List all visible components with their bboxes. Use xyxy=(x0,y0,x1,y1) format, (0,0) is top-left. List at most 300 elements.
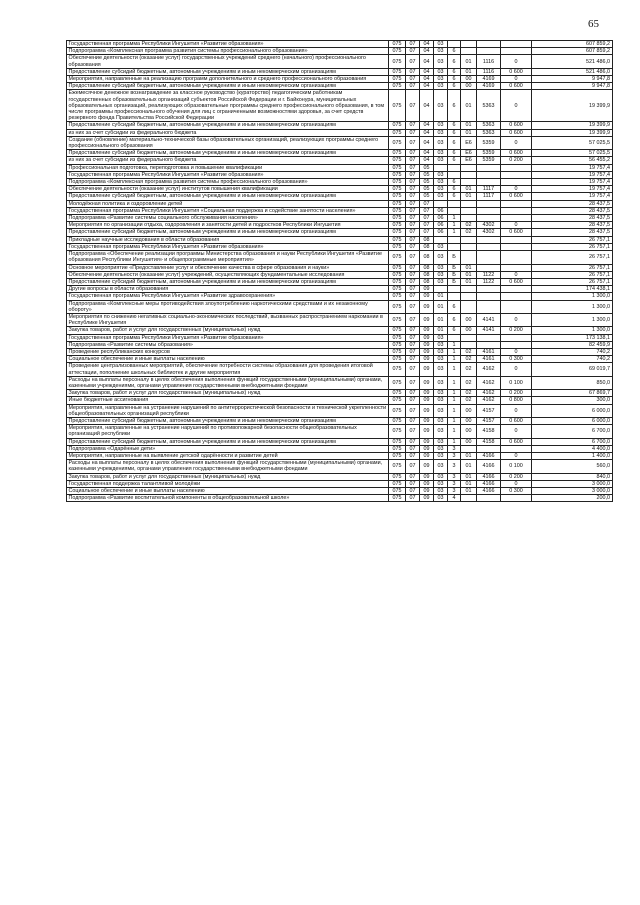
table-row xyxy=(67,55,613,68)
subprogram-code xyxy=(448,334,461,341)
row-name: Создание (обновление) материально-технической базы образовательных организаций, реализующих программы среднего профессионального образования xyxy=(67,136,389,149)
expense-type-code: 0 xyxy=(501,363,532,376)
subprogram-code: Б xyxy=(448,271,461,278)
row-name: Подпрограмма «Развитие воспитательной компоненты в общеобразовательной школе» xyxy=(67,495,389,502)
expense-type-code xyxy=(501,445,532,452)
activity-code: 01 xyxy=(461,68,477,75)
direction-code xyxy=(477,207,501,214)
table-row xyxy=(67,171,613,178)
program-code: 03 xyxy=(434,425,448,438)
expense-type-code: 0 600 xyxy=(501,150,532,157)
row-name: Предоставление субсидий бюджетным, автономным учреждениям и иным некоммерческим организациям xyxy=(67,193,389,200)
row-name: Иные бюджетные ассигнования xyxy=(67,397,389,404)
ministry-code: 075 xyxy=(389,460,406,473)
row-amount: 28 437,5 xyxy=(532,200,613,207)
activity-code: 02 xyxy=(461,376,477,389)
row-amount: 300,0 xyxy=(532,397,613,404)
program-code: 06 xyxy=(434,215,448,222)
table-row xyxy=(67,356,613,363)
subsection-code: 09 xyxy=(420,460,434,473)
expense-type-code: 0 xyxy=(501,425,532,438)
subprogram-code: 6 xyxy=(448,300,461,313)
subsection-code: 04 xyxy=(420,129,434,136)
section-code: 07 xyxy=(406,76,420,83)
subsection-code: 09 xyxy=(420,452,434,459)
program-code: 03 xyxy=(434,376,448,389)
expense-type-code: 0 xyxy=(501,452,532,459)
direction-code: 4157 xyxy=(477,417,501,424)
row-amount: 19 757,4 xyxy=(532,179,613,186)
activity-code xyxy=(461,171,477,178)
row-name: Мероприятия, направленные на устранение нарушений по антитеррористической безопасности и технической укрепленности общеобразовательных организаций республики xyxy=(67,404,389,417)
row-name: Закупка товаров, работ и услуг для государственных (муниципальных) нужд xyxy=(67,390,389,397)
subprogram-code: 6 xyxy=(448,122,461,129)
table-row xyxy=(67,495,613,502)
expense-type-code: 0 200 xyxy=(501,327,532,334)
table-row xyxy=(67,48,613,55)
section-code: 07 xyxy=(406,150,420,157)
subprogram-code: 3 xyxy=(448,460,461,473)
ministry-code: 075 xyxy=(389,293,406,300)
section-code: 07 xyxy=(406,404,420,417)
direction-code: 5363 xyxy=(477,129,501,136)
activity-code: E6 xyxy=(461,150,477,157)
program-code: 03 xyxy=(434,251,448,264)
subprogram-code: 6 xyxy=(448,136,461,149)
ministry-code: 075 xyxy=(389,171,406,178)
section-code: 07 xyxy=(406,293,420,300)
activity-code: 00 xyxy=(461,425,477,438)
activity-code: 01 xyxy=(461,193,477,200)
table-row xyxy=(67,207,613,214)
subsection-code: 04 xyxy=(420,83,434,90)
subprogram-code: 1 xyxy=(448,425,461,438)
ministry-code: 075 xyxy=(389,215,406,222)
direction-code: 1117 xyxy=(477,193,501,200)
direction-code xyxy=(477,286,501,293)
section-code: 07 xyxy=(406,363,420,376)
ministry-code: 075 xyxy=(389,186,406,193)
expense-type-code xyxy=(501,179,532,186)
subsection-code: 05 xyxy=(420,164,434,171)
direction-code: 4141 xyxy=(477,327,501,334)
subprogram-code xyxy=(448,243,461,250)
direction-code: 4141 xyxy=(477,313,501,326)
program-code: 03 xyxy=(434,341,448,348)
ministry-code: 075 xyxy=(389,157,406,164)
subsection-code: 05 xyxy=(420,179,434,186)
table-row xyxy=(67,41,613,48)
activity-code xyxy=(461,286,477,293)
subsection-code: 09 xyxy=(420,445,434,452)
row-amount: 26 757,1 xyxy=(532,278,613,285)
row-amount: 560,0 xyxy=(532,460,613,473)
table-row xyxy=(67,90,613,122)
ministry-code: 075 xyxy=(389,179,406,186)
direction-code xyxy=(477,41,501,48)
program-code: 03 xyxy=(434,122,448,129)
program-code: 03 xyxy=(434,171,448,178)
ministry-code: 075 xyxy=(389,222,406,229)
expense-type-code: 0 200 xyxy=(501,390,532,397)
activity-code: 02 xyxy=(461,363,477,376)
ministry-code: 075 xyxy=(389,356,406,363)
activity-code: 01 xyxy=(461,129,477,136)
expense-type-code xyxy=(501,236,532,243)
direction-code xyxy=(477,243,501,250)
section-code: 07 xyxy=(406,229,420,236)
ministry-code: 075 xyxy=(389,55,406,68)
subprogram-code: 3 xyxy=(448,473,461,480)
expense-type-code: 0 200 xyxy=(501,473,532,480)
expense-type-code: 0 300 xyxy=(501,356,532,363)
expense-type-code: 0 xyxy=(501,271,532,278)
program-code: 03 xyxy=(434,348,448,355)
expense-type-code: 0 xyxy=(501,136,532,149)
table-row xyxy=(67,83,613,90)
subsection-code: 09 xyxy=(420,438,434,445)
subsection-code: 09 xyxy=(420,293,434,300)
direction-code: 1117 xyxy=(477,186,501,193)
ministry-code: 075 xyxy=(389,271,406,278)
program-code: 03 xyxy=(434,186,448,193)
subsection-code: 04 xyxy=(420,55,434,68)
section-code: 07 xyxy=(406,278,420,285)
subsection-code: 09 xyxy=(420,495,434,502)
expense-type-code xyxy=(501,200,532,207)
direction-code: 4166 xyxy=(477,452,501,459)
subprogram-code xyxy=(448,286,461,293)
activity-code: 02 xyxy=(461,390,477,397)
table-row xyxy=(67,293,613,300)
ministry-code: 075 xyxy=(389,313,406,326)
activity-code: 00 xyxy=(461,438,477,445)
table-row xyxy=(67,313,613,326)
subsection-code: 09 xyxy=(420,488,434,495)
row-name: Закупка товаров, работ и услуг для государственных (муниципальных) нужд xyxy=(67,327,389,334)
ministry-code: 075 xyxy=(389,150,406,157)
program-code: 03 xyxy=(434,76,448,83)
table-row xyxy=(67,164,613,171)
program-code: 03 xyxy=(434,157,448,164)
subsection-code: 09 xyxy=(420,348,434,355)
section-code: 07 xyxy=(406,452,420,459)
activity-code xyxy=(461,334,477,341)
row-amount: 1 300,0 xyxy=(532,300,613,313)
direction-code xyxy=(477,445,501,452)
expense-type-code xyxy=(501,164,532,171)
row-name: Социальное обеспечение и иные выплаты населению xyxy=(67,488,389,495)
ministry-code: 075 xyxy=(389,363,406,376)
table-row xyxy=(67,271,613,278)
subprogram-code: 1 xyxy=(448,222,461,229)
ministry-code: 075 xyxy=(389,348,406,355)
activity-code: 02 xyxy=(461,348,477,355)
subprogram-code xyxy=(448,171,461,178)
table-row xyxy=(67,179,613,186)
direction-code: 5363 xyxy=(477,90,501,122)
subsection-code: 07 xyxy=(420,215,434,222)
section-code: 07 xyxy=(406,264,420,271)
activity-code xyxy=(461,341,477,348)
program-code: 03 xyxy=(434,445,448,452)
direction-code: 4166 xyxy=(477,460,501,473)
subprogram-code: 6 xyxy=(448,313,461,326)
ministry-code: 075 xyxy=(389,327,406,334)
direction-code: 4162 xyxy=(477,376,501,389)
activity-code: 01 xyxy=(461,122,477,129)
row-name: Предоставление субсидий бюджетным, автономным учреждениям и иным некоммерческим организациям xyxy=(67,278,389,285)
direction-code xyxy=(477,164,501,171)
row-amount: 56 455,2 xyxy=(532,157,613,164)
row-amount: 19 757,4 xyxy=(532,171,613,178)
table-row xyxy=(67,460,613,473)
expense-type-code: 0 xyxy=(501,313,532,326)
table-row xyxy=(67,438,613,445)
ministry-code: 075 xyxy=(389,243,406,250)
subprogram-code: 1 xyxy=(448,390,461,397)
row-name: из них за счет субсидии из федерального бюджета xyxy=(67,129,389,136)
activity-code xyxy=(461,495,477,502)
row-amount: 607 859,2 xyxy=(532,48,613,55)
row-amount: 19 399,9 xyxy=(532,90,613,122)
section-code: 07 xyxy=(406,445,420,452)
row-name: Предоставление субсидий бюджетным, автономным учреждениям и иным некоммерческим организациям xyxy=(67,417,389,424)
subprogram-code: 4 xyxy=(448,495,461,502)
program-code: 03 xyxy=(434,363,448,376)
ministry-code: 075 xyxy=(389,278,406,285)
table-row xyxy=(67,452,613,459)
section-code: 07 xyxy=(406,55,420,68)
expense-type-code: 0 xyxy=(501,186,532,193)
ministry-code: 075 xyxy=(389,136,406,149)
table-row xyxy=(67,122,613,129)
subsection-code: 09 xyxy=(420,397,434,404)
row-name: Проведение республиканских конкурсов xyxy=(67,348,389,355)
ministry-code: 075 xyxy=(389,286,406,293)
program-code: 01 xyxy=(434,300,448,313)
section-code: 07 xyxy=(406,179,420,186)
direction-code: 4157 xyxy=(477,404,501,417)
program-code: 03 xyxy=(434,397,448,404)
section-code: 07 xyxy=(406,251,420,264)
expense-type-code: 0 100 xyxy=(501,460,532,473)
activity-code xyxy=(461,251,477,264)
table-row xyxy=(67,334,613,341)
activity-code xyxy=(461,179,477,186)
direction-code xyxy=(477,215,501,222)
subprogram-code: 6 xyxy=(448,327,461,334)
ministry-code: 075 xyxy=(389,473,406,480)
section-code: 07 xyxy=(406,341,420,348)
row-amount: 26 757,1 xyxy=(532,264,613,271)
section-code: 07 xyxy=(406,313,420,326)
activity-code xyxy=(461,243,477,250)
ministry-code: 075 xyxy=(389,264,406,271)
expense-type-code: 0 200 xyxy=(501,157,532,164)
direction-code: 5363 xyxy=(477,122,501,129)
expense-type-code: 0 xyxy=(501,55,532,68)
direction-code: 4302 xyxy=(477,229,501,236)
subsection-code: 09 xyxy=(420,334,434,341)
page-number: 65 xyxy=(588,18,599,30)
subprogram-code: 6 xyxy=(448,129,461,136)
expense-type-code: 0 600 xyxy=(501,129,532,136)
section-code: 07 xyxy=(406,83,420,90)
ministry-code: 075 xyxy=(389,129,406,136)
program-code: 03 xyxy=(434,193,448,200)
activity-code: 00 xyxy=(461,327,477,334)
subprogram-code: 1 xyxy=(448,404,461,417)
row-name: Расходы на выплаты персоналу в целях обеспечения выполнения функций государственными (муниципальными) органами, казенными учреждениями, органами управления государственными внебюджетными фондами xyxy=(67,376,389,389)
expense-type-code: 0 600 xyxy=(501,68,532,75)
row-name: из них за счет субсидии из федерального бюджета xyxy=(67,157,389,164)
row-amount: 6 700,0 xyxy=(532,425,613,438)
ministry-code: 075 xyxy=(389,390,406,397)
activity-code xyxy=(461,200,477,207)
activity-code: 00 xyxy=(461,83,477,90)
row-amount: 1 300,0 xyxy=(532,327,613,334)
expense-type-code: 0 600 xyxy=(501,122,532,129)
table-row xyxy=(67,251,613,264)
row-amount: 3 000,0 xyxy=(532,480,613,487)
row-name: Подпрограмма «Одарённые дети» xyxy=(67,445,389,452)
program-code: 03 xyxy=(434,473,448,480)
activity-code: 02 xyxy=(461,229,477,236)
subprogram-code: 6 xyxy=(448,186,461,193)
section-code: 07 xyxy=(406,397,420,404)
program-code: 01 xyxy=(434,327,448,334)
section-code: 07 xyxy=(406,136,420,149)
expense-type-code xyxy=(501,251,532,264)
program-code: 03 xyxy=(434,150,448,157)
activity-code: 01 xyxy=(461,264,477,271)
subprogram-code: 6 xyxy=(448,90,461,122)
program-code: 06 xyxy=(434,207,448,214)
program-code xyxy=(434,236,448,243)
program-code: 03 xyxy=(434,90,448,122)
program-code: 03 xyxy=(434,438,448,445)
row-name: Государственная поддержка талантливой молодёжи xyxy=(67,480,389,487)
subsection-code: 08 xyxy=(420,236,434,243)
row-amount: 28 437,5 xyxy=(532,222,613,229)
row-name: Государственная программа Республики Ингушетия «Развитие образования» xyxy=(67,171,389,178)
table-row xyxy=(67,286,613,293)
row-amount: 82 459,9 xyxy=(532,341,613,348)
expense-type-code: 0 600 xyxy=(501,278,532,285)
row-amount: 6 700,0 xyxy=(532,438,613,445)
ministry-code: 075 xyxy=(389,193,406,200)
ministry-code: 075 xyxy=(389,480,406,487)
direction-code: 5359 xyxy=(477,150,501,157)
program-code: 03 xyxy=(434,179,448,186)
subprogram-code: Б xyxy=(448,251,461,264)
subprogram-code xyxy=(448,293,461,300)
activity-code xyxy=(461,207,477,214)
table-row xyxy=(67,397,613,404)
expense-type-code: 0 xyxy=(501,90,532,122)
program-code: 03 xyxy=(434,495,448,502)
section-code: 07 xyxy=(406,348,420,355)
activity-code: 00 xyxy=(461,313,477,326)
direction-code: 4302 xyxy=(477,222,501,229)
section-code: 07 xyxy=(406,417,420,424)
expense-type-code xyxy=(501,334,532,341)
table-row xyxy=(67,150,613,157)
subsection-code: 04 xyxy=(420,90,434,122)
activity-code: 01 xyxy=(461,90,477,122)
ministry-code: 075 xyxy=(389,425,406,438)
section-code: 07 xyxy=(406,157,420,164)
expense-type-code: 0 600 xyxy=(501,229,532,236)
row-name: Предоставление субсидий бюджетным, автономным учреждениям и иным некоммерческим организациям xyxy=(67,68,389,75)
section-code: 07 xyxy=(406,193,420,200)
expense-type-code: 0 800 xyxy=(501,397,532,404)
direction-code xyxy=(477,300,501,313)
program-code xyxy=(434,200,448,207)
direction-code: 1122 xyxy=(477,278,501,285)
subsection-code: 08 xyxy=(420,271,434,278)
expense-type-code: 0 100 xyxy=(501,376,532,389)
direction-code: 4162 xyxy=(477,397,501,404)
direction-code xyxy=(477,179,501,186)
row-amount: 740,2 xyxy=(532,356,613,363)
table-row xyxy=(67,222,613,229)
activity-code xyxy=(461,293,477,300)
table-row xyxy=(67,129,613,136)
expense-type-code xyxy=(501,495,532,502)
row-name: Расходы на выплаты персоналу в целях обеспечения выполнения функций государственными (муниципальными) органами, казенными учреждениями, органами управления государственными внебюджетными фондами xyxy=(67,460,389,473)
direction-code: 4158 xyxy=(477,438,501,445)
subprogram-code: 1 xyxy=(448,348,461,355)
subsection-code: 09 xyxy=(420,313,434,326)
program-code: 03 xyxy=(434,243,448,250)
expense-type-code xyxy=(501,243,532,250)
row-amount: 9 947,8 xyxy=(532,76,613,83)
program-code: 01 xyxy=(434,293,448,300)
activity-code: 01 xyxy=(461,55,477,68)
expense-type-code xyxy=(501,286,532,293)
direction-code: 5359 xyxy=(477,136,501,149)
row-amount: 740,2 xyxy=(532,348,613,355)
subsection-code: 04 xyxy=(420,48,434,55)
expense-type-code: 0 xyxy=(501,404,532,417)
ministry-code: 075 xyxy=(389,83,406,90)
program-code: 03 xyxy=(434,55,448,68)
row-name: Ежемесячное денежное вознаграждение за классное руководство (кураторство) педагогическим работникам государственных образовательных организаций субъектов Российской Федерации и г. Байконура, муниципальных образовательных организаций, реализующих образовательные программы среднего профессионального образования, в том числе программы профессионального обучения для лиц с ограниченными возможностями здоровья, за счет средств резервного фонда Правительства Российской Федерации xyxy=(67,90,389,122)
direction-code xyxy=(477,293,501,300)
direction-code: 4166 xyxy=(477,473,501,480)
subsection-code: 08 xyxy=(420,243,434,250)
row-amount: 4 400,0 xyxy=(532,445,613,452)
direction-code: 4162 xyxy=(477,363,501,376)
subsection-code: 09 xyxy=(420,341,434,348)
section-code: 07 xyxy=(406,186,420,193)
row-name: Молодёжная политика и оздоровление детей xyxy=(67,200,389,207)
subprogram-code: 6 xyxy=(448,150,461,157)
row-amount: 607 859,2 xyxy=(532,41,613,48)
activity-code: E6 xyxy=(461,157,477,164)
subprogram-code: 6 xyxy=(448,68,461,75)
subprogram-code: 1 xyxy=(448,356,461,363)
program-code: 03 xyxy=(434,356,448,363)
row-amount: 850,0 xyxy=(532,376,613,389)
table-row xyxy=(67,136,613,149)
subprogram-code: 6 xyxy=(448,83,461,90)
subsection-code: 07 xyxy=(420,229,434,236)
row-amount: 521 486,0 xyxy=(532,55,613,68)
table-row xyxy=(67,243,613,250)
